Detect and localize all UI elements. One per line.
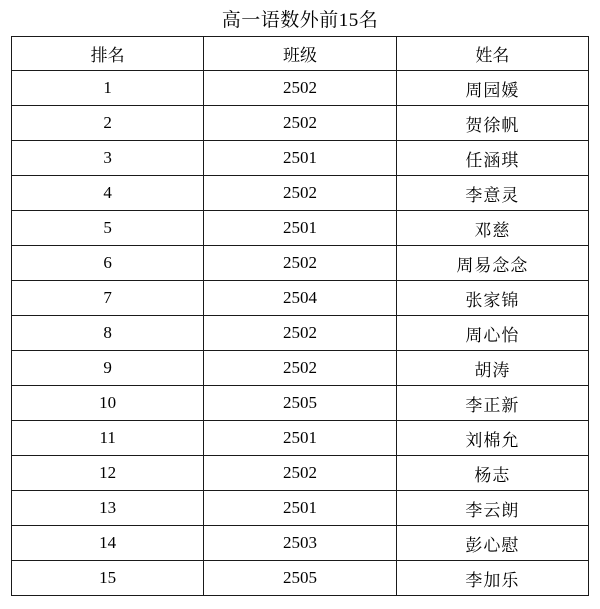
table-row xyxy=(12,421,589,456)
table-row xyxy=(12,351,589,386)
cell-rank: 4 xyxy=(12,176,204,211)
cell-rank: 3 xyxy=(12,141,204,176)
table-row xyxy=(12,176,589,211)
cell-class: 2502 xyxy=(204,106,396,141)
table-row xyxy=(12,211,589,246)
table-row xyxy=(12,141,589,176)
cell-rank: 15 xyxy=(12,561,204,596)
cell-name: 胡涛 xyxy=(396,351,588,386)
cell-class: 2502 xyxy=(204,71,396,106)
table-header-row xyxy=(12,37,589,71)
table-row xyxy=(12,491,589,526)
cell-rank: 11 xyxy=(12,421,204,456)
cell-class: 2503 xyxy=(204,526,396,561)
cell-class: 2501 xyxy=(204,491,396,526)
cell-rank: 10 xyxy=(12,386,204,421)
cell-name: 贺徐帆 xyxy=(396,106,588,141)
table-row xyxy=(12,281,589,316)
cell-name: 周园媛 xyxy=(396,71,588,106)
cell-class: 2502 xyxy=(204,456,396,491)
table-row xyxy=(12,106,589,141)
cell-name: 周易念念 xyxy=(396,246,588,281)
cell-name: 彭心慰 xyxy=(396,526,588,561)
table-row xyxy=(12,246,589,281)
table-row xyxy=(12,71,589,106)
cell-name: 周心怡 xyxy=(396,316,588,351)
column-header-rank: 排名 xyxy=(12,37,204,71)
table-row xyxy=(12,386,589,421)
cell-name: 刘棉允 xyxy=(396,421,588,456)
cell-rank: 8 xyxy=(12,316,204,351)
page-title: 高一语数外前15名 xyxy=(12,0,589,37)
cell-class: 2502 xyxy=(204,176,396,211)
cell-class: 2505 xyxy=(204,386,396,421)
cell-rank: 6 xyxy=(12,246,204,281)
cell-name: 李云朗 xyxy=(396,491,588,526)
cell-rank: 1 xyxy=(12,71,204,106)
cell-class: 2501 xyxy=(204,211,396,246)
cell-rank: 12 xyxy=(12,456,204,491)
cell-name: 杨志 xyxy=(396,456,588,491)
cell-class: 2501 xyxy=(204,421,396,456)
cell-class: 2502 xyxy=(204,316,396,351)
cell-name: 李正新 xyxy=(396,386,588,421)
cell-rank: 9 xyxy=(12,351,204,386)
cell-rank: 5 xyxy=(12,211,204,246)
column-header-class: 班级 xyxy=(204,37,396,71)
table-row xyxy=(12,526,589,561)
table-title-row xyxy=(12,0,589,37)
cell-name: 张家锦 xyxy=(396,281,588,316)
cell-class: 2505 xyxy=(204,561,396,596)
cell-rank: 14 xyxy=(12,526,204,561)
ranking-table xyxy=(11,0,589,596)
cell-name: 李意灵 xyxy=(396,176,588,211)
cell-rank: 13 xyxy=(12,491,204,526)
column-header-name: 姓名 xyxy=(396,37,588,71)
cell-name: 李加乐 xyxy=(396,561,588,596)
table-row xyxy=(12,456,589,491)
cell-class: 2502 xyxy=(204,246,396,281)
cell-name: 邓慈 xyxy=(396,211,588,246)
cell-name: 任涵琪 xyxy=(396,141,588,176)
cell-rank: 7 xyxy=(12,281,204,316)
cell-class: 2504 xyxy=(204,281,396,316)
cell-rank: 2 xyxy=(12,106,204,141)
table-row xyxy=(12,316,589,351)
table-row xyxy=(12,561,589,596)
cell-class: 2501 xyxy=(204,141,396,176)
cell-class: 2502 xyxy=(204,351,396,386)
